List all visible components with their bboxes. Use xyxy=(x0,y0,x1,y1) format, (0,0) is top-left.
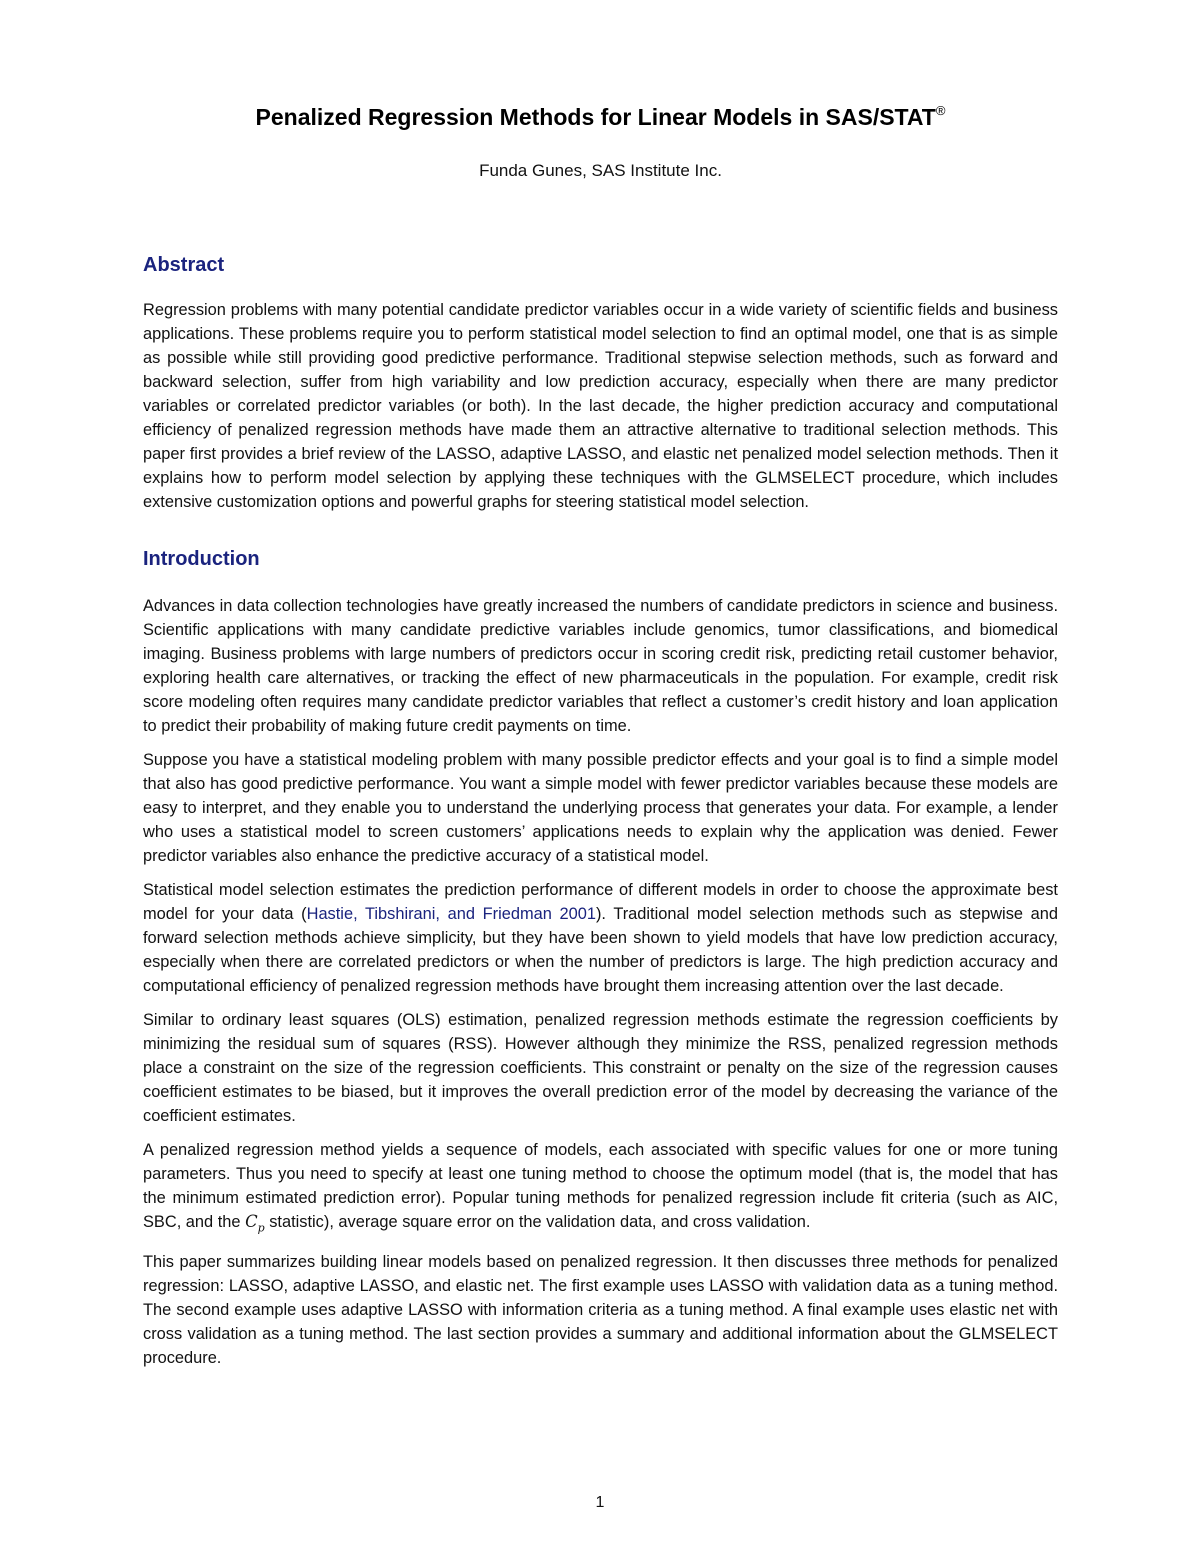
paper-page xyxy=(143,96,1058,1370)
cp-statistic-symbol xyxy=(245,1212,265,1235)
paper-title-text: Penalized Regression Methods for Linear Models in SAS/STAT xyxy=(255,104,936,130)
introduction-heading: Introduction xyxy=(143,548,260,570)
author-line: Funda Gunes, SAS Institute Inc. xyxy=(479,161,722,180)
abstract-heading: Abstract xyxy=(143,254,225,276)
intro-paragraph-5-end: statistic), average square error on the validation data, and cross validation. xyxy=(264,1213,811,1231)
intro-paragraph-1: Advances in data collection technologies have greatly increased the numbers of candidate predictors in science and business. Scientific applications with many candidate predictive variables include genomics, tumor classifications, and biomedical imaging. Business problems with large numbers of predictors occur in scoring credit risk, predicting retail customer behavior, exploring health care alternatives, or tracking the effect of new pharmaceuticals in the population. For example, credit risk score modeling often requires many candidate predictor variables that reflect a customer’s credit history and loan application to predict their probability of making future credit payments on time. xyxy=(143,597,1058,735)
cp-base: C xyxy=(245,1212,258,1231)
paper-title xyxy=(143,96,1058,132)
intro-paragraph-3-start: Statistical model selection estimates the prediction performance of different models in order to choose the approximate best model for your data ( xyxy=(143,881,1058,923)
intro-paragraph-6: This paper summarizes building linear models based on penalized regression. It then discusses three methods for penalized regression: LASSO, adaptive LASSO, and elastic net. The first example uses LASSO with validation data as a tuning method. The second example uses adaptive LASSO with information criteria as a tuning method. A final example uses elastic net with cross validation as a tuning method. The last section provides a summary and additional information about the GLMSELECT procedure. xyxy=(143,1253,1058,1368)
intro-paragraph-4: Similar to ordinary least squares (OLS) estimation, penalized regression methods estimate the regression coefficients by minimizing the residual sum of squares (RSS). However although they minimize the RSS, penalized regression methods place a constraint on the size of the regression coefficients. This constraint or penalty on the size of the regression causes coefficient estimates to be biased, but it improves the overall prediction error of the model by decreasing the variance of the coefficient estimates. xyxy=(143,1011,1058,1125)
intro-paragraph-3 xyxy=(143,878,1058,998)
cp-subscript: p xyxy=(257,1221,265,1235)
intro-paragraph-5-start: A penalized regression method yields a sequence of models, each associated with specific values for one or more tuning parameters. Thus you need to specify at least one tuning method to choose the optimum model (that is, the model that has the minimum estimated prediction error). Popular tuning methods for penalized regression include fit criteria (such as AIC, SBC, and the xyxy=(143,1141,1058,1231)
page-number: 1 xyxy=(595,1494,605,1511)
intro-paragraph-2: Suppose you have a statistical modeling problem with many possible predictor effects and your goal is to find a simple model that also has good predictive performance. You want a simple model with fewer predictor variables because these models are easy to interpret, and they enable you to understand the underlying process that generates your data. For example, a lender who uses a statistical model to screen customers’ applications needs to explain why the application was denied. Fewer predictor variables also enhance the predictive accuracy of a statistical model. xyxy=(143,751,1058,865)
citation-link[interactable]: Hastie, Tibshirani, and Friedman 2001 xyxy=(306,905,596,923)
abstract-paragraph: Regression problems with many potential candidate predictor variables occur in a wide variety of scientific fields and business applications. These problems require you to perform statistical model selection to find an optimal model, one that is as simple as possible while still providing good predictive performance. Traditional stepwise selection methods, such as forward and backward selection, suffer from high variability and low prediction accuracy, especially when there are many predictor variables or correlated predictor variables (or both). In the last decade, the higher prediction accuracy and computational efficiency of penalized regression methods have made them an attractive alternative to traditional selection methods. This paper first provides a brief review of the LASSO, adaptive LASSO, and elastic net penalized model selection methods. Then it explains how to perform model selection by applying these techniques with the GLMSELECT procedure, which includes extensive customization options and powerful graphs for steering statistical model selection. xyxy=(143,301,1058,511)
intro-paragraph-3-end: ). Traditional model selection methods such as stepwise and forward selection methods achieve simplicity, but they have been shown to yield models that have low prediction accuracy, especially when there are correlated predictors or when the number of predictors is large. The high prediction accuracy and computational efficiency of penalized regression methods have brought them increasing attention over the last decade. xyxy=(143,905,1059,995)
registered-mark: ® xyxy=(935,103,946,118)
intro-paragraph-5 xyxy=(143,1138,1058,1240)
